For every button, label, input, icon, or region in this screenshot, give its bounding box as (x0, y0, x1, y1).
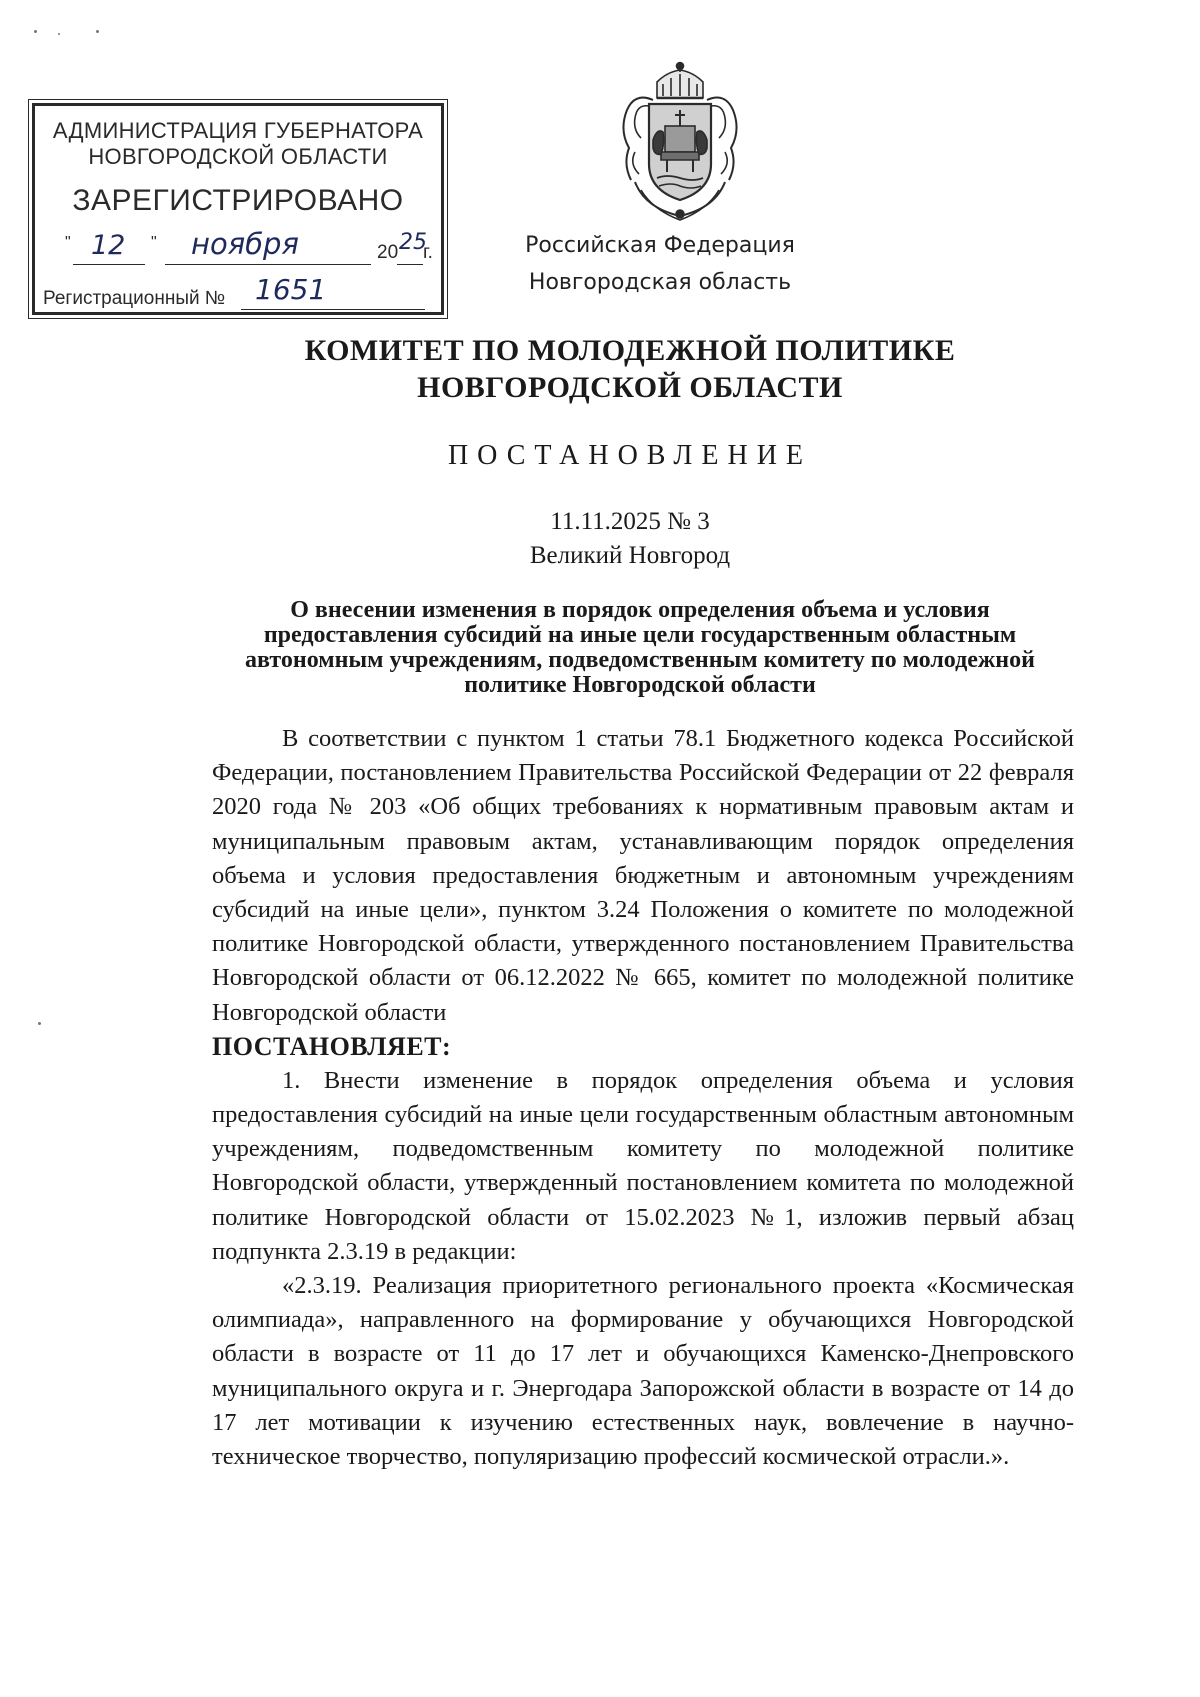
registration-stamp (32, 103, 444, 315)
committee-name-line-1: КОМИТЕТ ПО МОЛОДЕЖНОЙ ПОЛИТИКЕ (304, 334, 956, 367)
stamp-year-prefix: 20 (377, 242, 399, 263)
month-underline (165, 264, 371, 265)
committee-name-line-2: НОВГОРОДСКОЙ ОБЛАСТИ (417, 371, 843, 404)
stamp-year-handwritten: 25 (399, 230, 427, 255)
document-city: Великий Новгород (529, 542, 731, 569)
stamp-reg-value: 1651 (255, 273, 327, 306)
stamp-year-suffix: г. (423, 242, 433, 263)
stamp-day: 12 (91, 230, 126, 261)
scan-speck (38, 1022, 41, 1025)
stamp-reg-number (43, 273, 435, 312)
coat-of-arms-icon (605, 60, 755, 225)
stamp-reg-label: Регистрационный № (43, 288, 226, 309)
stamp-date (63, 227, 433, 268)
resolves-word: ПОСТАНОВЛЯЕТ: (212, 1031, 452, 1061)
country-name: Российская Федерация (525, 233, 795, 258)
preamble-paragraph: В соответствии с пунктом 1 статьи 78.1 Бюджетного кодекса Российской Федерации, постановлением Правительства Российской Федерации от 22 февраля 2020 года № 203 «Об общих требованиях к нормативным правовым актам и муниципальным правовым актам, устанавливающим порядок определения объема и условия предоставления бюджетным и автономным учреждениям субсидий на иные цели», пунктом 3.24 Положения о комитете по молодежной политике Новгородской области, утвержденного постановлением Правительства Новгородской области от 06.12.2022 № 665, комитет по молодежной политике Новгородской области (212, 725, 1074, 1026)
document-title: О внесении изменения в порядок определения объема и условия предоставления субсидий на иные цели государственным областным автономным учреждениям, подведомственным комитету по молодежной политике Новгородской области (245, 597, 1035, 698)
document-type: ПОСТАНОВЛЕНИЕ (447, 440, 813, 471)
scan-speck (96, 30, 99, 33)
region-name: Новгородская область (528, 270, 792, 295)
stamp-month: ноября (191, 227, 299, 261)
scan-speck (58, 33, 60, 35)
stamp-line-2: НОВГОРОДСКОЙ ОБЛАСТИ (88, 144, 388, 169)
document-date-number: 11.11.2025 № 3 (550, 508, 710, 535)
item-1-paragraph: 1. Внести изменение в порядок определения объема и условия предоставления субсидий на иные цели государственным областным автономным учреждениям, подведомственным комитету по молодежной политике Новгородской области, утвержденный постановлением комитета по молодежной политике Новгородской области от 15.02.2023 №1, изложив первый абзац подпункта 2.3.19 в редакции: (212, 1066, 1074, 1265)
stamp-registered: ЗАРЕГИСТРИРОВАНО (72, 184, 404, 217)
scan-speck (34, 30, 37, 33)
day-underline (73, 264, 145, 265)
stamp-line-1: АДМИНИСТРАЦИЯ ГУБЕРНАТОРА (52, 118, 424, 143)
reg-underline (241, 309, 425, 310)
quote-mark: " (151, 234, 157, 251)
year-underline (397, 264, 423, 265)
item-1-quote-paragraph: «2.3.19. Реализация приоритетного регионального проекта «Космическая олимпиада», направленного на формирование у обучающихся Новгородской области в возрасте от 11 до 17 лет и обучающихся Каменско-Днепровского муниципального округа и г. Энергодара Запорожской области в возрасте от 14 до 17 лет мотивации к изучению естественных наук, вовлечение в научно-техническое творчество, популяризацию профессий космической отрасли.». (212, 1272, 1074, 1471)
quote-mark: " (65, 234, 71, 251)
document-body (212, 722, 1074, 1474)
